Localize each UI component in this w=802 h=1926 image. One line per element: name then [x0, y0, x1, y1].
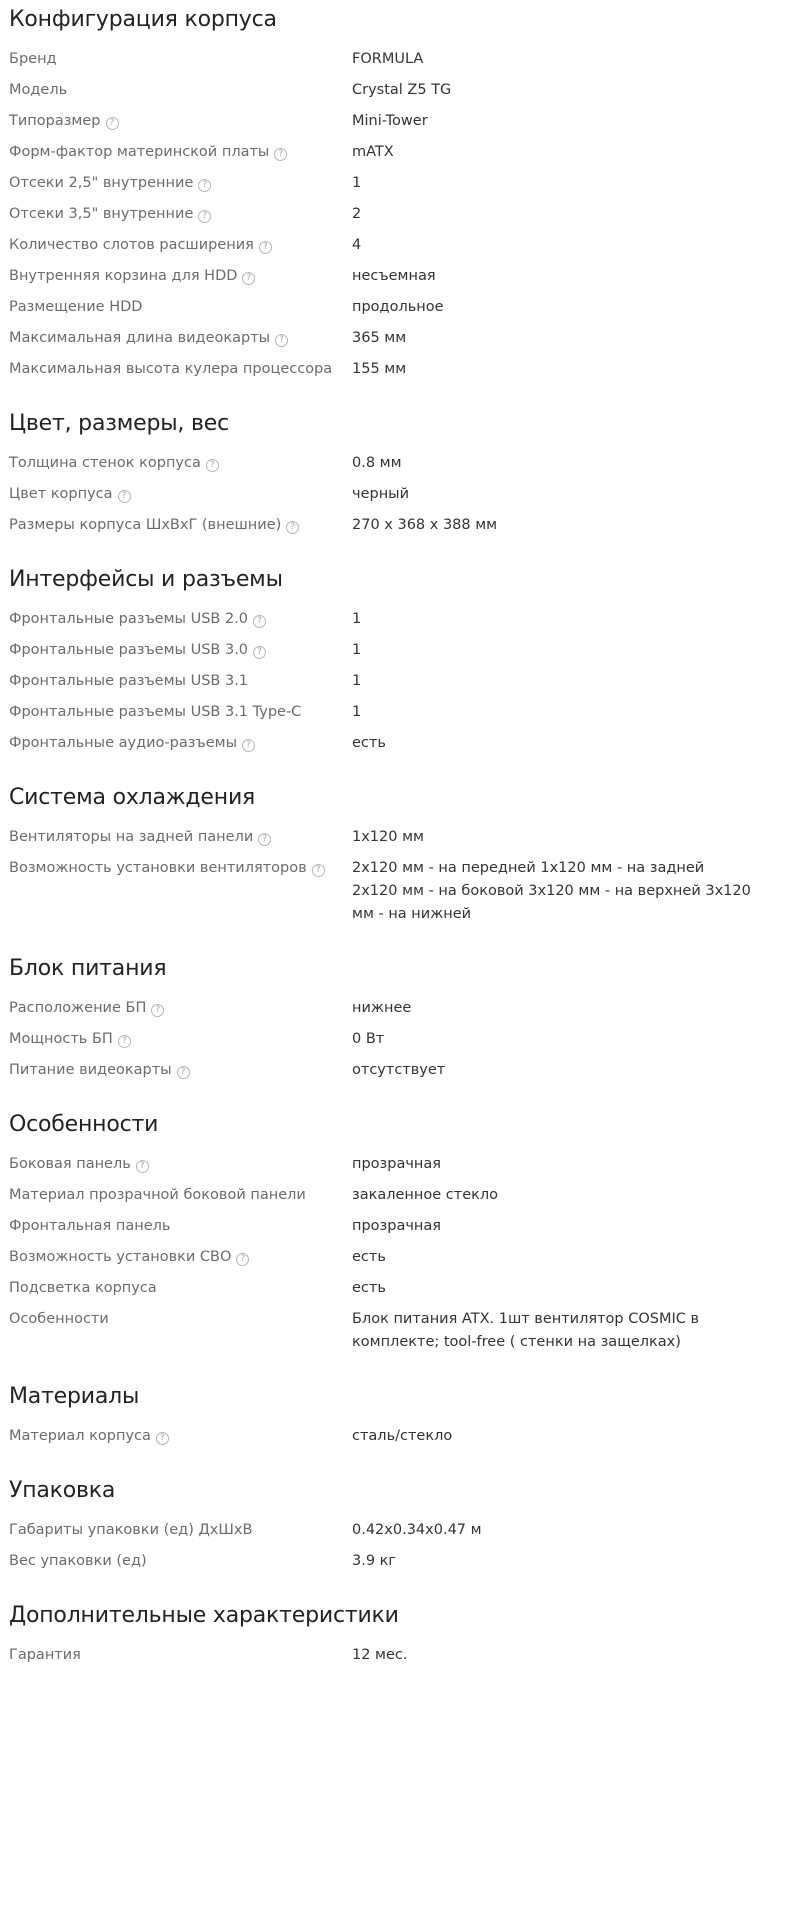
spec-label-text: Боковая панель [9, 1156, 131, 1172]
spec-value: 0 Вт [352, 1031, 385, 1047]
spec-section [9, 1600, 794, 1667]
spec-row [9, 48, 794, 71]
section-title: Система охлаждения [9, 785, 256, 810]
spec-row [9, 1550, 794, 1573]
spec-row [9, 265, 794, 288]
spec-value: Блок питания ATX. 1шт вентилятор COSMIC в комплекте; tool-free ( стенки на защелках) [352, 1311, 700, 1350]
spec-label-text: Фронтальные разъемы USB 3.1 [9, 673, 249, 689]
spec-label-text: Фронтальные разъемы USB 3.1 Type-C [9, 704, 302, 720]
spec-label [9, 701, 352, 724]
spec-value: 1 [352, 673, 362, 689]
spec-section [9, 4, 794, 381]
spec-row [9, 1153, 794, 1176]
spec-label [9, 483, 352, 506]
question-circle-icon[interactable]: ? [274, 148, 287, 161]
spec-label [9, 1644, 352, 1667]
spec-rows [9, 1425, 794, 1448]
spec-label [9, 1059, 352, 1082]
section-title: Цвет, размеры, вес [9, 411, 229, 436]
spec-label [9, 79, 352, 102]
spec-value: 2 [352, 206, 362, 222]
spec-rows [9, 48, 794, 381]
spec-label [9, 265, 352, 288]
spec-label-text: Количество слотов расширения [9, 237, 254, 253]
spec-row [9, 79, 794, 102]
spec-value: 0.8 мм [352, 455, 402, 471]
spec-row [9, 608, 794, 631]
spec-row [9, 1277, 794, 1300]
spec-value: отсутствует [352, 1062, 446, 1078]
spec-label [9, 732, 352, 755]
spec-value: 1 [352, 175, 362, 191]
spec-value: закаленное стекло [352, 1187, 499, 1203]
spec-rows [9, 608, 794, 755]
spec-row [9, 670, 794, 693]
spec-row [9, 358, 794, 381]
spec-row [9, 1059, 794, 1082]
spec-label [9, 203, 352, 226]
section-title: Упаковка [9, 1478, 116, 1503]
spec-label-text: Возможность установки СВО [9, 1249, 232, 1265]
spec-rows [9, 1519, 794, 1573]
spec-label [9, 1425, 352, 1448]
question-circle-icon[interactable]: ? [177, 1066, 190, 1079]
question-circle-icon[interactable]: ? [198, 210, 211, 223]
spec-label [9, 296, 352, 319]
spec-row [9, 1425, 794, 1448]
spec-section [9, 1109, 794, 1354]
spec-label [9, 1277, 352, 1300]
spec-label [9, 826, 352, 849]
spec-label-text: Материал корпуса [9, 1428, 151, 1444]
spec-label [9, 1246, 352, 1269]
spec-value: mATX [352, 144, 394, 160]
spec-row [9, 1184, 794, 1207]
spec-value: FORMULA [352, 51, 424, 67]
question-circle-icon[interactable]: ? [242, 739, 255, 752]
section-title: Материалы [9, 1384, 140, 1409]
spec-row [9, 452, 794, 475]
question-circle-icon[interactable]: ? [136, 1160, 149, 1173]
spec-label [9, 110, 352, 133]
question-circle-icon[interactable]: ? [106, 117, 119, 130]
spec-label-text: Возможность установки вентиляторов [9, 860, 307, 876]
spec-row [9, 203, 794, 226]
spec-row [9, 732, 794, 755]
spec-value: 3.9 кг [352, 1553, 397, 1569]
spec-label-text: Цвет корпуса [9, 486, 113, 502]
spec-value: 1 [352, 704, 362, 720]
spec-row [9, 483, 794, 506]
spec-label-text: Максимальная высота кулера процессора [9, 361, 333, 377]
question-circle-icon[interactable]: ? [118, 490, 131, 503]
spec-label-text: Материал прозрачной боковой панели [9, 1187, 306, 1203]
spec-label [9, 141, 352, 164]
spec-value: 2x120 мм - на передней 1x120 мм - на задней 2x120 мм - на боковой 3x120 мм - на верхней 3x120 мм - на нижней [352, 860, 751, 922]
question-circle-icon[interactable]: ? [236, 1253, 249, 1266]
spec-section [9, 782, 794, 926]
question-circle-icon[interactable]: ? [156, 1432, 169, 1445]
question-circle-icon[interactable]: ? [206, 459, 219, 472]
spec-rows [9, 452, 794, 537]
spec-label-text: Фронтальные разъемы USB 3.0 [9, 642, 249, 658]
spec-value: Crystal Z5 TG [352, 82, 452, 98]
spec-value: есть [352, 1249, 386, 1265]
spec-row [9, 701, 794, 724]
spec-section [9, 953, 794, 1082]
spec-rows [9, 997, 794, 1082]
spec-label [9, 327, 352, 350]
question-circle-icon[interactable]: ? [253, 615, 266, 628]
spec-label-text: Вентиляторы на задней панели [9, 829, 254, 845]
spec-label [9, 358, 352, 381]
spec-label-text: Типоразмер [9, 113, 101, 129]
spec-label-text: Фронтальные аудио-разъемы [9, 735, 238, 751]
spec-label [9, 1519, 352, 1542]
spec-label [9, 1028, 352, 1051]
spec-label [9, 1308, 352, 1331]
spec-label-text: Бренд [9, 51, 57, 67]
spec-label-text: Особенности [9, 1311, 109, 1327]
spec-value: 1x120 мм [352, 829, 424, 845]
spec-value: 1 [352, 642, 362, 658]
spec-value: 12 мес. [352, 1647, 408, 1663]
section-title: Дополнительные характеристики [9, 1603, 399, 1628]
spec-value: прозрачная [352, 1156, 442, 1172]
spec-row [9, 514, 794, 537]
section-title: Конфигурация корпуса [9, 7, 277, 32]
spec-label [9, 639, 352, 662]
spec-value: есть [352, 1280, 386, 1296]
spec-label [9, 172, 352, 195]
spec-label [9, 997, 352, 1020]
spec-value: 0.42x0.34x0.47 м [352, 1522, 482, 1538]
spec-label-text: Фронтальные разъемы USB 2.0 [9, 611, 249, 627]
spec-value: черный [352, 486, 410, 502]
spec-row [9, 1246, 794, 1269]
spec-rows [9, 1153, 794, 1354]
spec-label [9, 514, 352, 537]
spec-label [9, 670, 352, 693]
spec-row [9, 1215, 794, 1238]
spec-value: нижнее [352, 1000, 412, 1016]
spec-value: сталь/стекло [352, 1428, 453, 1444]
spec-label-text: Внутренняя корзина для HDD [9, 268, 238, 284]
spec-row [9, 1308, 794, 1354]
spec-label-text: Вес упаковки (ед) [9, 1553, 147, 1569]
spec-row [9, 234, 794, 257]
question-circle-icon[interactable]: ? [151, 1004, 164, 1017]
spec-section [9, 564, 794, 755]
question-circle-icon[interactable]: ? [198, 179, 211, 192]
spec-label [9, 1550, 352, 1573]
spec-row [9, 997, 794, 1020]
spec-value: продольное [352, 299, 444, 315]
spec-label [9, 452, 352, 475]
spec-label [9, 1153, 352, 1176]
spec-label-text: Размещение HDD [9, 299, 143, 315]
spec-label [9, 1215, 352, 1238]
spec-row [9, 1644, 794, 1667]
spec-label [9, 857, 352, 880]
spec-label-text: Отсеки 2,5" внутренние [9, 175, 194, 191]
spec-value: прозрачная [352, 1218, 442, 1234]
spec-label [9, 48, 352, 71]
spec-value: есть [352, 735, 386, 751]
spec-label-text: Питание видеокарты [9, 1062, 172, 1078]
section-title: Блок питания [9, 956, 167, 981]
spec-row [9, 172, 794, 195]
spec-label-text: Отсеки 3,5" внутренние [9, 206, 194, 222]
spec-row [9, 857, 794, 926]
spec-section [9, 1475, 794, 1573]
spec-row [9, 1519, 794, 1542]
section-title: Особенности [9, 1112, 159, 1137]
question-circle-icon[interactable]: ? [258, 833, 271, 846]
spec-row [9, 327, 794, 350]
spec-label-text: Форм-фактор материнской платы [9, 144, 270, 160]
spec-row [9, 110, 794, 133]
question-circle-icon[interactable]: ? [286, 521, 299, 534]
spec-row [9, 826, 794, 849]
spec-label [9, 234, 352, 257]
spec-row [9, 141, 794, 164]
spec-value: Mini-Tower [352, 113, 428, 129]
spec-section [9, 408, 794, 537]
spec-label-text: Подсветка корпуса [9, 1280, 157, 1296]
question-circle-icon[interactable]: ? [253, 646, 266, 659]
question-circle-icon[interactable]: ? [312, 864, 325, 877]
spec-value: 4 [352, 237, 362, 253]
spec-rows [9, 826, 794, 926]
spec-label-text: Максимальная длина видеокарты [9, 330, 271, 346]
spec-row [9, 296, 794, 319]
spec-label-text: Модель [9, 82, 68, 98]
spec-value: 1 [352, 611, 362, 627]
spec-row [9, 1028, 794, 1051]
spec-label-text: Габариты упаковки (ед) ДхШхВ [9, 1522, 253, 1538]
spec-value: 365 мм [352, 330, 407, 346]
spec-value: 155 мм [352, 361, 407, 377]
question-circle-icon[interactable]: ? [275, 334, 288, 347]
spec-label-text: Толщина стенок корпуса [9, 455, 201, 471]
spec-section [9, 1381, 794, 1448]
spec-value: 270 x 368 x 388 мм [352, 517, 498, 533]
spec-rows [9, 1644, 794, 1667]
spec-label-text: Гарантия [9, 1647, 81, 1663]
spec-row [9, 639, 794, 662]
spec-label [9, 1184, 352, 1207]
spec-label-text: Фронтальная панель [9, 1218, 171, 1234]
spec-label [9, 608, 352, 631]
spec-label-text: Мощность БП [9, 1031, 113, 1047]
question-circle-icon[interactable]: ? [118, 1035, 131, 1048]
spec-label-text: Расположение БП [9, 1000, 147, 1016]
question-circle-icon[interactable]: ? [259, 241, 272, 254]
section-title: Интерфейсы и разъемы [9, 567, 283, 592]
spec-value: несъемная [352, 268, 436, 284]
question-circle-icon[interactable]: ? [242, 272, 255, 285]
spec-label-text: Размеры корпуса ШхВхГ (внешние) [9, 517, 282, 533]
